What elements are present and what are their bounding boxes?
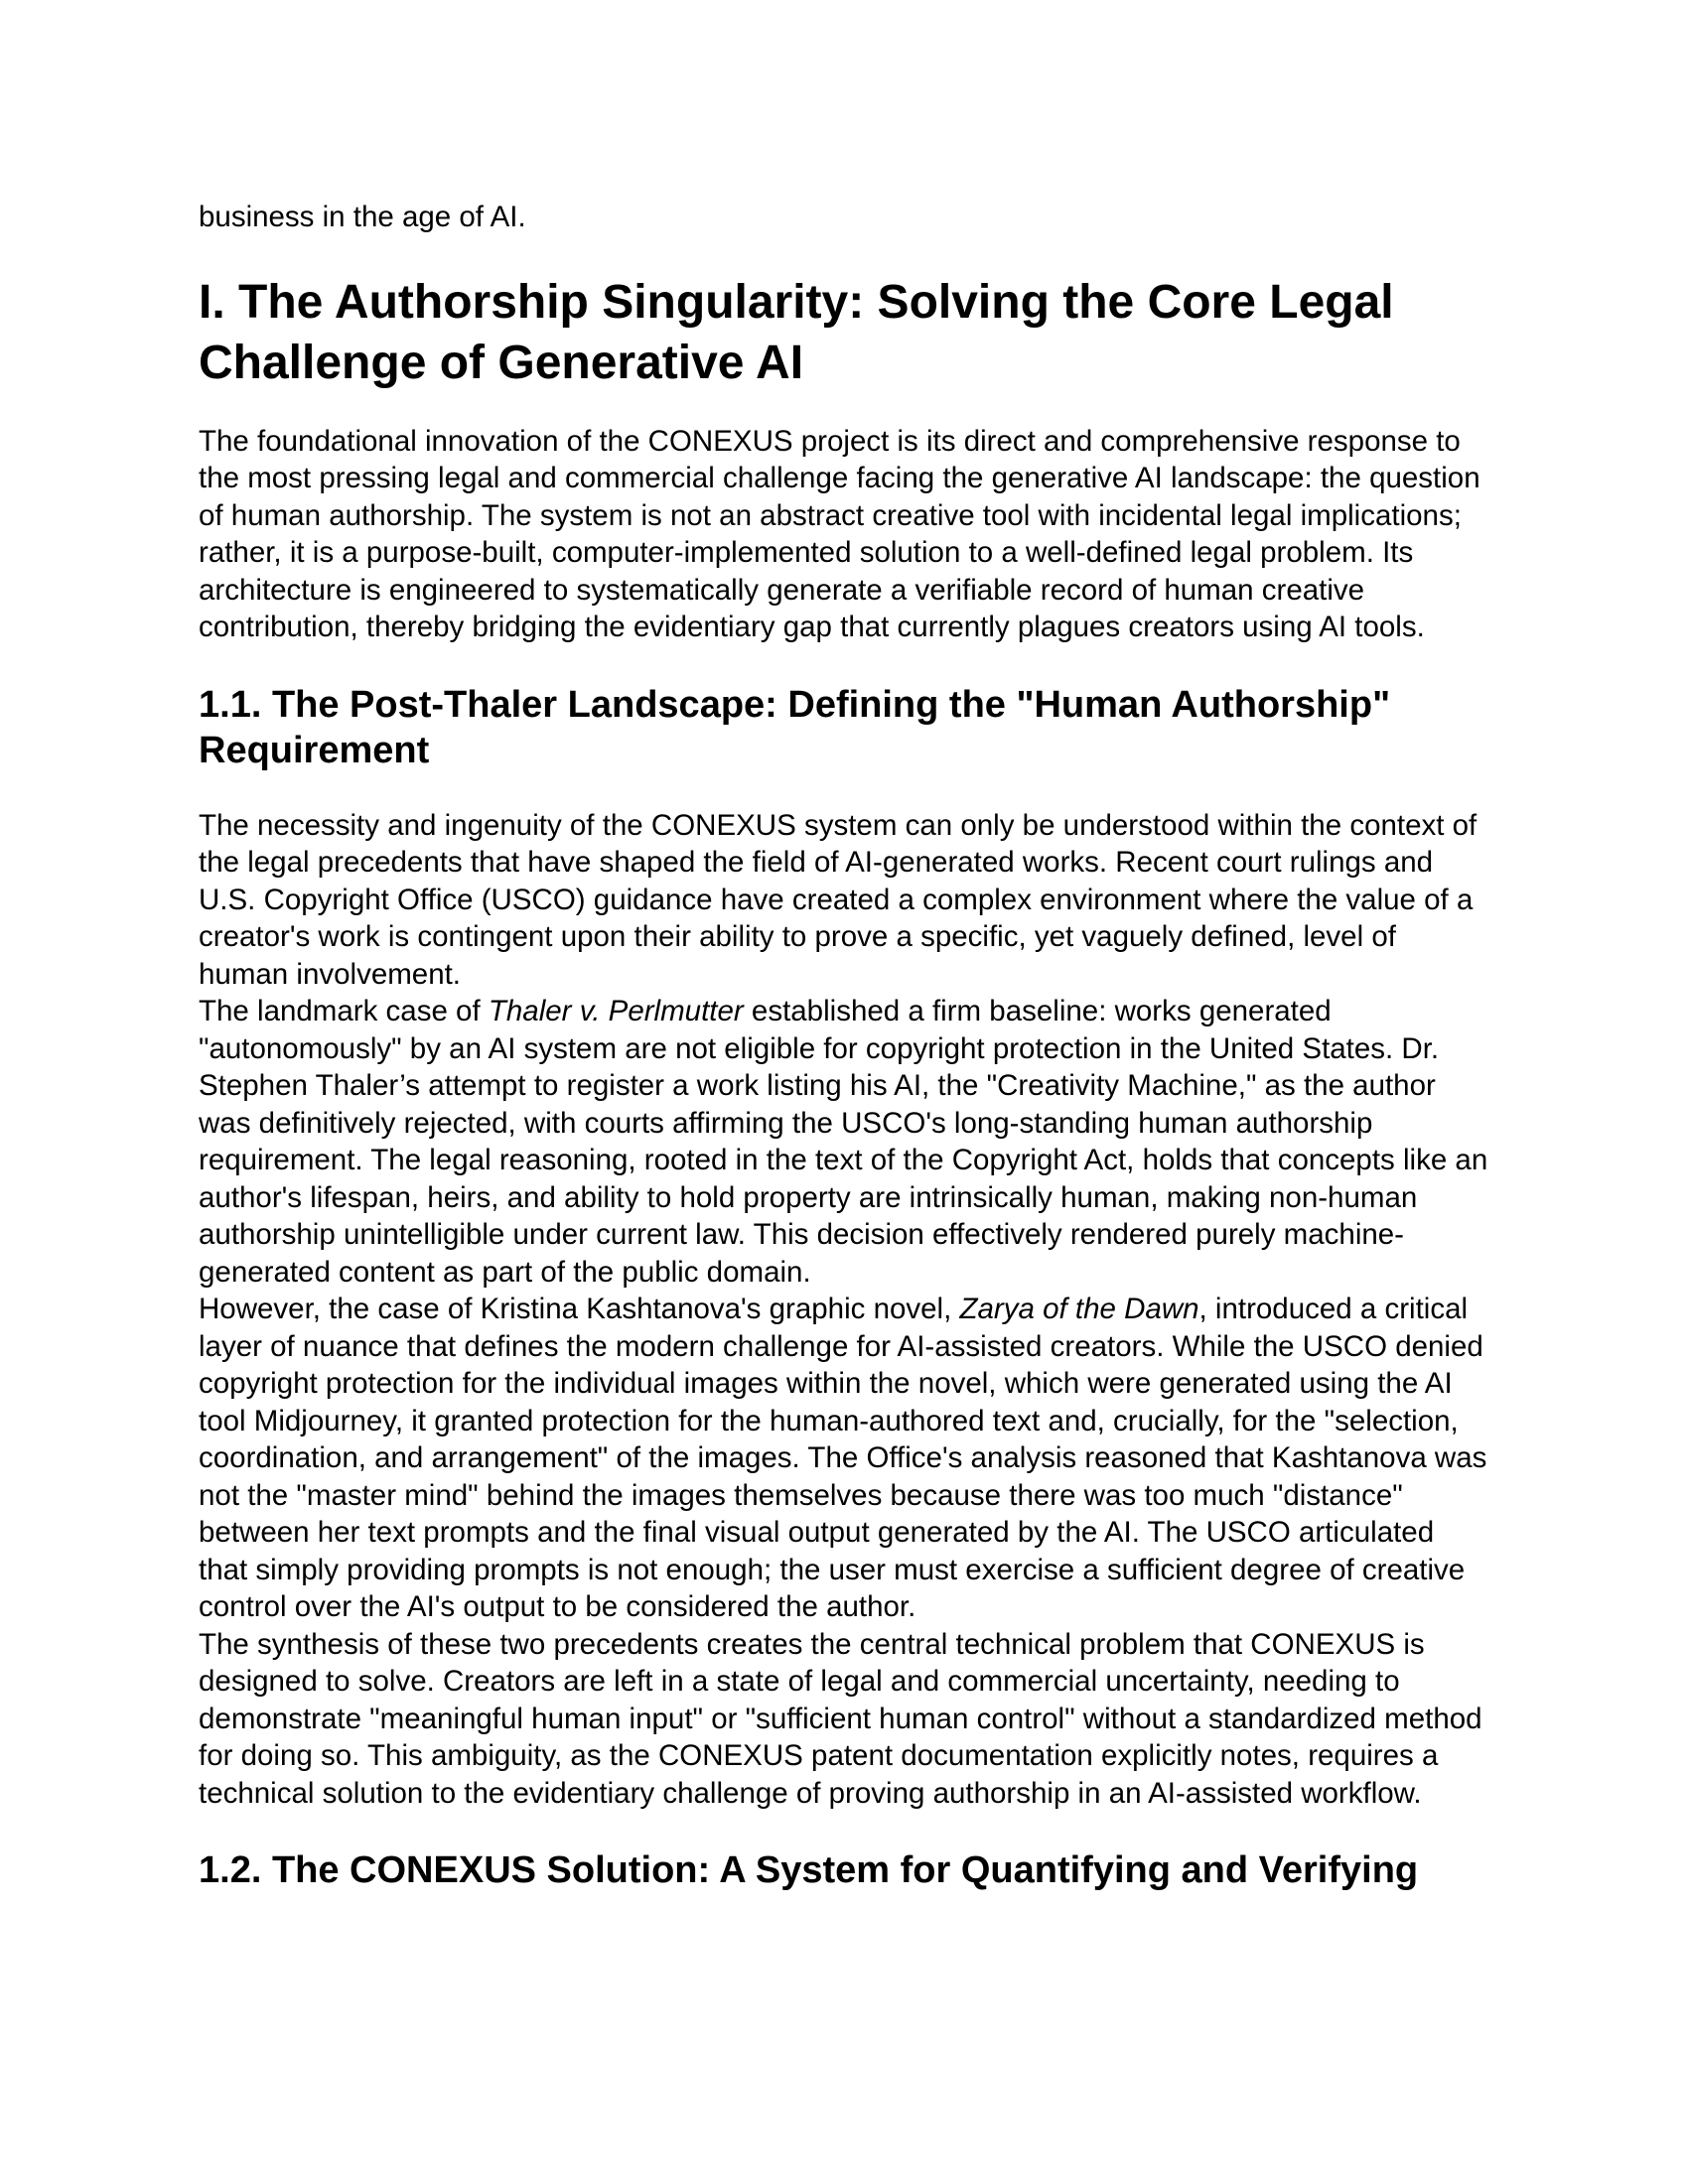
- carry-over-text: business in the age of AI.: [199, 201, 526, 233]
- section-1-1-body: [199, 807, 1489, 1813]
- main-heading: I. The Authorship Singularity: Solving the Core Legal Challenge of Generative AI: [199, 275, 1394, 389]
- section-1-1-paragraph-4: The synthesis of these two precedents creates the central technical problem that CONEXUS is designed to solve. Creators are left in a state of legal and commercial uncertainty, needing to demonstrate "meaningful human input" or "sufficient human control" without a standardized method for doing so. This ambiguity, as the CONEXUS patent documentation explicitly notes, requires a technical solution to the evidentiary challenge of proving authorship in an AI-assisted workflow.: [199, 1627, 1482, 1810]
- intro-paragraph: The foundational innovation of the CONEXUS project is its direct and comprehensive response to the most pressing legal and commercial challenge facing the generative AI landscape: the question of human authorship. The system is not an abstract creative tool with incidental legal implications; rather, it is a purpose-built, computer-implemented solution to a well-defined legal problem. Its architecture is engineered to systematically generate a verifiable record of human creative contribution, thereby bridging the evidentiary gap that currently plagues creators using AI tools.: [199, 424, 1480, 643]
- document-page: [199, 199, 1489, 1927]
- paragraph-3-lead: However, the case of Kristina Kashtanova's graphic novel,: [199, 1293, 960, 1325]
- section-1-1-paragraph-1: The necessity and ingenuity of the CONEXUS system can only be understood within the context of the legal precedents that have shaped the field of AI-generated works. Recent court rulings and U.S. Copyright Office (USCO) guidance have created a complex environment where the value of a creator's work is contingent upon their ability to prove a specific, yet vaguely defined, level of human involvement.: [199, 808, 1477, 991]
- paragraph-2-lead: The landmark case of: [199, 995, 489, 1027]
- case-name-thaler: Thaler v. Perlmutter: [488, 995, 744, 1027]
- section-1-1-paragraph-2: [199, 993, 1489, 1291]
- paragraph-2-rest: established a firm baseline: works generated "autonomously" by an AI system are not eligible for copyright protection in the United States. Dr. Stephen Thaler’s attempt to register a work listing his AI, the "Creativity Machine," as the author was definitively rejected, with courts affirming the USCO's long-standing human authorship requirement. The legal reasoning, rooted in the text of the Copyright Act, holds that concepts like an author's lifespan, heirs, and ability to hold property are intrinsically human, making non-human authorship unintelligible under current law. This decision effectively rendered purely machine-generated content as part of the public domain.: [199, 995, 1488, 1289]
- paragraph-3-rest: , introduced a critical layer of nuance that defines the modern challenge for AI-assisted creators. While the USCO denied copyright protection for the individual images within the novel, which were generated using the AI tool Midjourney, it granted protection for the human-authored text and, crucially, for the "selection, coordination, and arrangement" of the images. The Office's analysis reasoned that Kashtanova was not the "master mind" behind the images themselves because there was too much "distance" between her text prompts and the final visual output generated by the AI. The USCO articulated that simply providing prompts is not enough; the user must exercise a sufficient degree of creative control over the AI's output to be considered the author.: [199, 1293, 1487, 1623]
- section-1-1-heading: 1.1. The Post-Thaler Landscape: Defining the "Human Authorship" Requirement: [199, 683, 1391, 771]
- work-title-zarya: Zarya of the Dawn: [959, 1293, 1199, 1325]
- section-1-2-heading: 1.2. The CONEXUS Solution: A System for Quantifying and Verifying: [199, 1849, 1419, 1891]
- section-1-1-paragraph-3: [199, 1291, 1489, 1626]
